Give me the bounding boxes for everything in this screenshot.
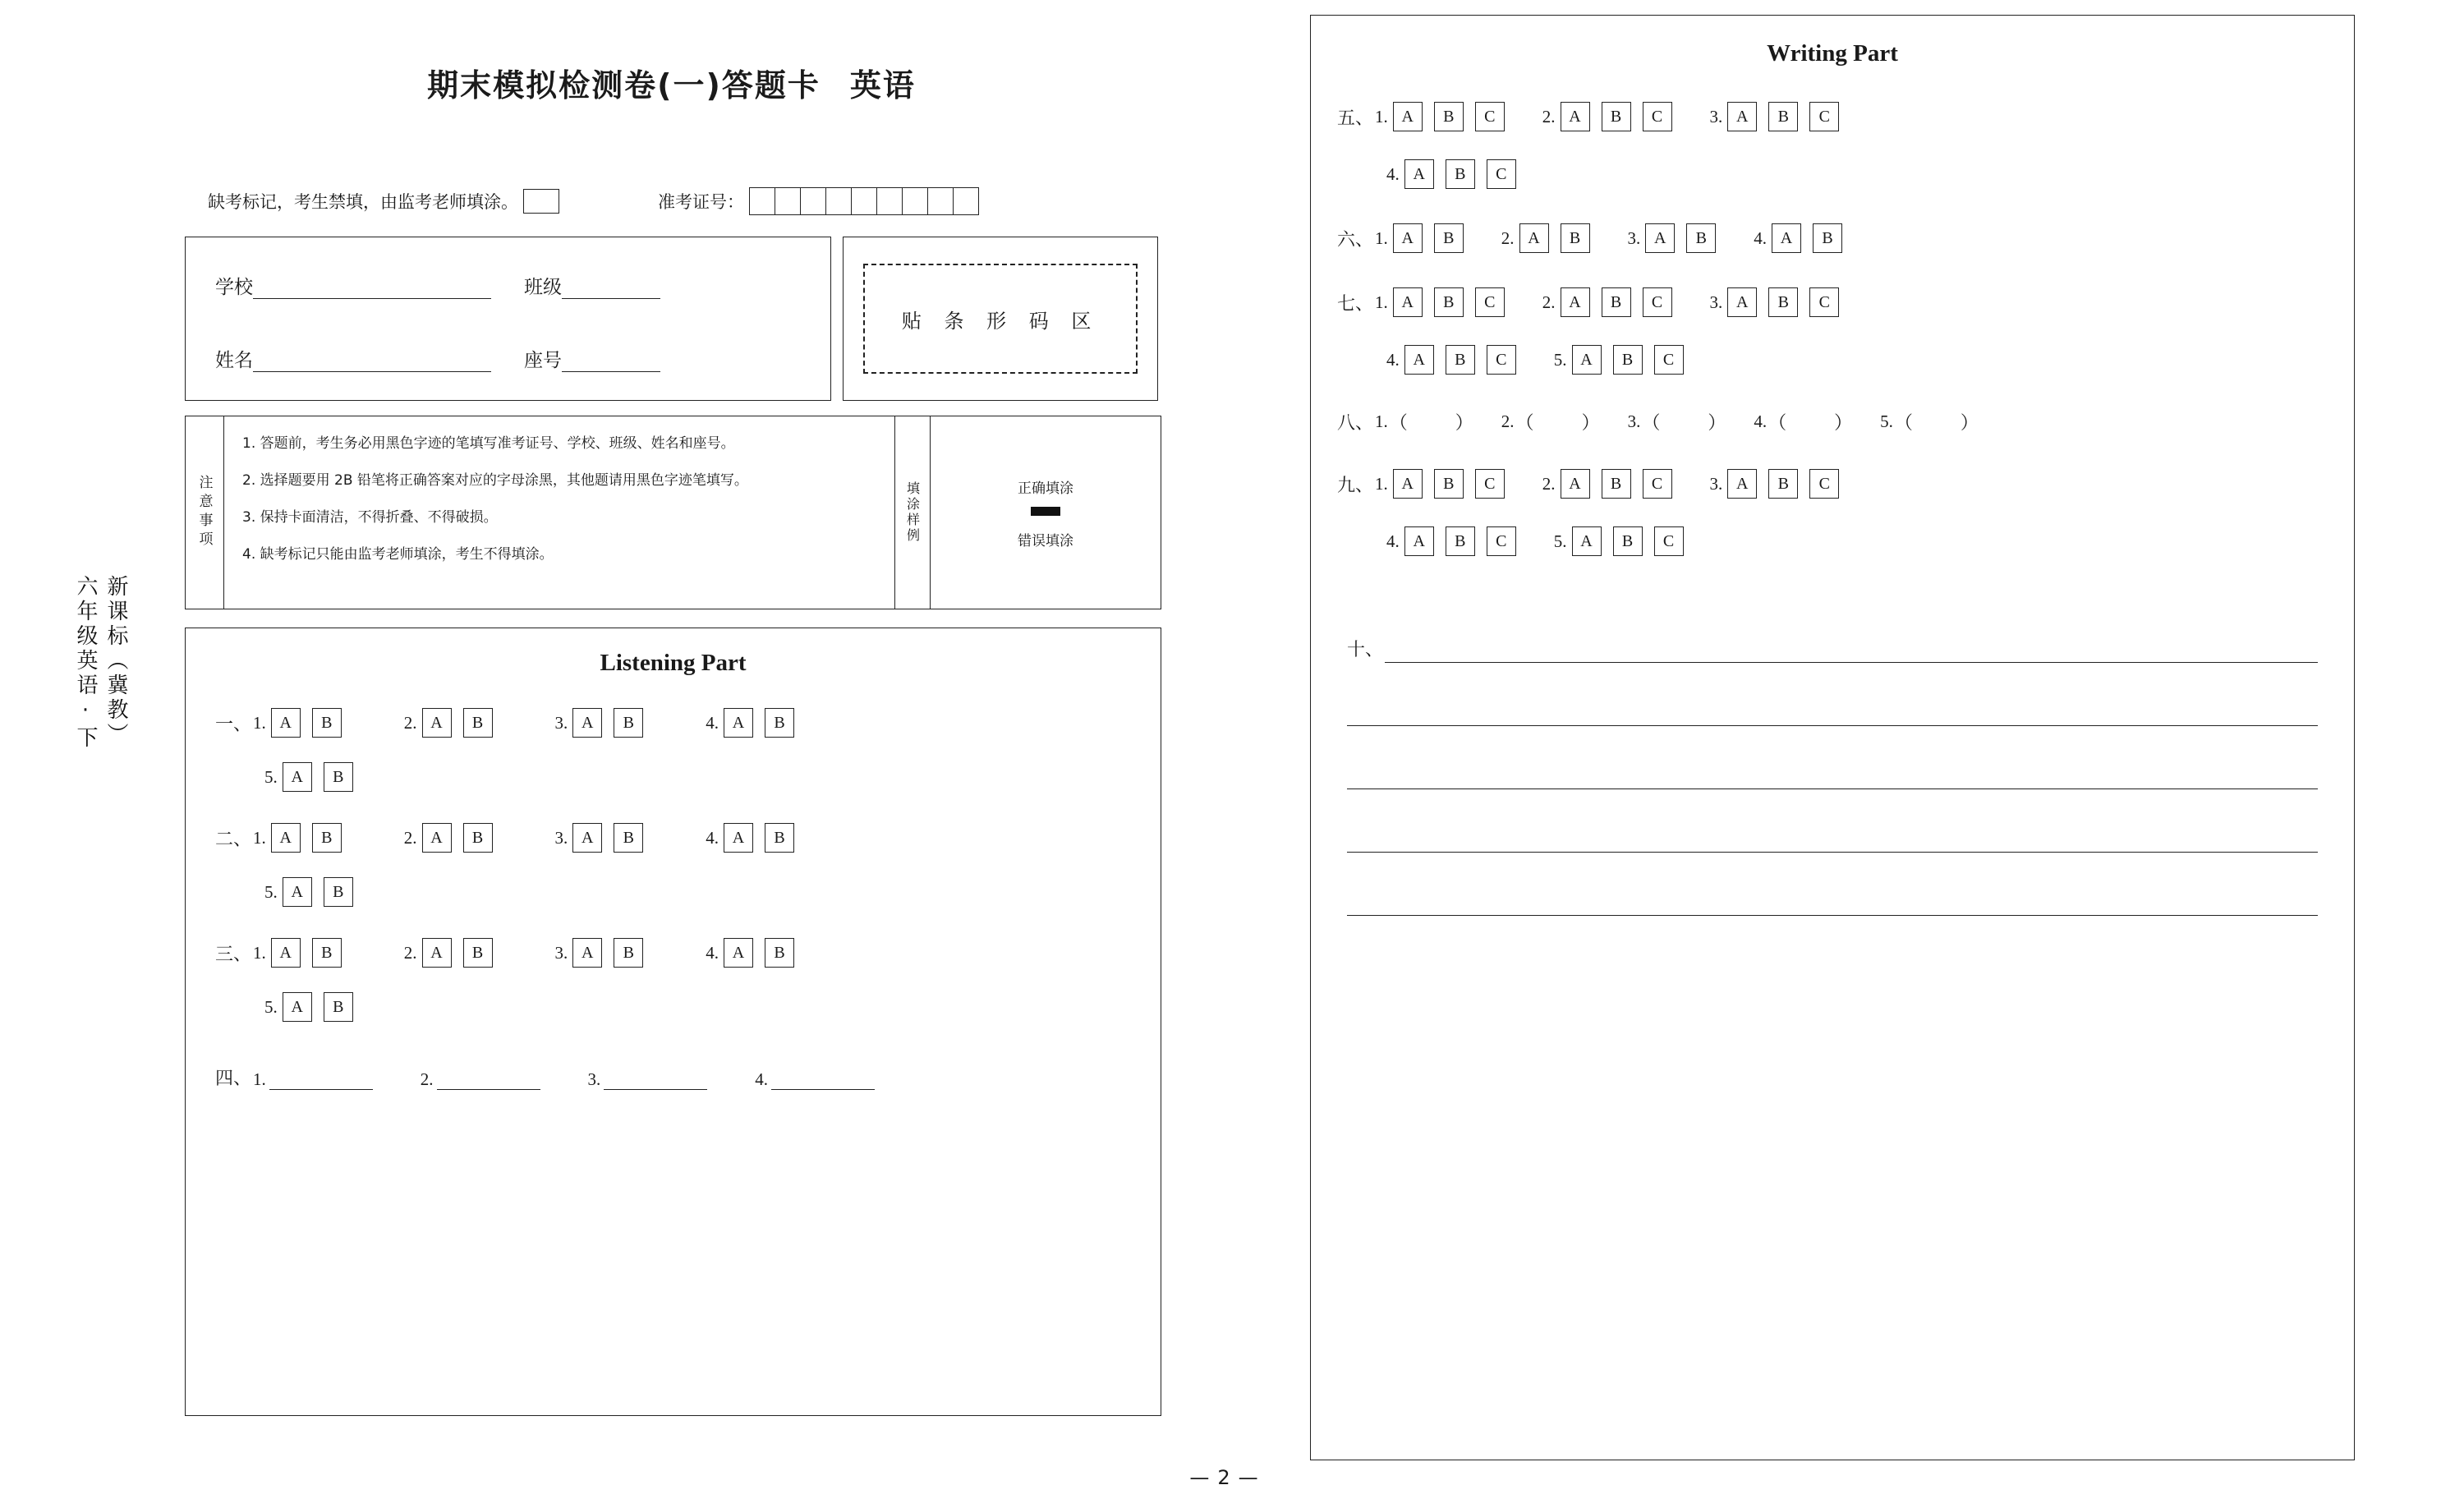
option-bubble[interactable]: C [1809,287,1839,317]
option-bubble[interactable]: A [1519,223,1549,253]
page-number: 2 [1217,1466,1230,1489]
option-bubble[interactable]: C [1475,102,1505,131]
listening-section-1-marker: 一、 [215,714,252,735]
question-item [1386,159,1516,189]
side-label-line2: 六年级英语·下 [73,575,98,751]
option-bubble[interactable]: A [1561,287,1590,317]
exam-number-cell[interactable] [903,188,928,214]
option-bubble[interactable]: A [1572,526,1602,556]
option-bubble[interactable]: A [724,938,753,968]
instructions-box [185,416,1161,609]
option-bubble[interactable]: C [1809,469,1839,499]
paren-item [1501,409,1600,434]
option-bubble[interactable]: A [1393,287,1423,317]
question-item [706,938,794,968]
option-bubble[interactable]: B [1434,223,1464,253]
exam-number-label: 准考证号： [658,192,744,212]
paren-close: ） [1581,413,1600,434]
writing-section-9-row-2 [1311,526,2354,556]
listening-section-4-marker: 四、 [215,1069,252,1089]
question-number: 4. [1386,163,1400,184]
listening-section-1-row-2 [186,762,1161,792]
option-bubble[interactable]: C [1487,526,1516,556]
option-bubble[interactable]: A [283,762,312,792]
option-bubble[interactable]: B [1602,102,1631,131]
listening-section-1-row-1 [186,708,1161,738]
option-bubble[interactable]: B [324,992,353,1022]
writing-section-5-marker: 五、 [1337,108,1374,129]
question-item [1710,102,1840,131]
paren-close: ） [1708,413,1726,434]
exam-number-cell[interactable] [801,188,826,214]
question-number: 5. [1553,531,1567,551]
instructions-list [224,416,895,609]
listening-section-4-row [186,1064,1161,1090]
listening-part-title: Listening Part [600,650,747,676]
writing-section-9-marker: 九、 [1337,475,1374,496]
fill-item [588,1069,708,1090]
exam-number-cells[interactable] [749,187,979,215]
option-bubble[interactable]: A [1393,102,1423,131]
exam-number-cell[interactable] [877,188,903,214]
question-item [1542,469,1672,499]
paren-open: （ [1768,413,1787,434]
option-bubble[interactable]: A [1645,223,1675,253]
option-bubble[interactable]: A [422,823,452,853]
option-bubble[interactable]: A [1393,469,1423,499]
listening-section-2-row-1 [186,823,1161,853]
question-item [253,823,342,853]
essay-writing-line[interactable] [1347,789,2318,853]
question-number: 2. [420,1069,434,1089]
essay-writing-line[interactable] [1347,726,2318,789]
instructions-side-title [186,416,224,609]
absent-note-label: 缺考标记，考生禁填，由监考老师填涂。 [208,192,518,212]
question-item [404,823,493,853]
option-bubble[interactable]: A [572,938,602,968]
class-label: 班级 [524,277,562,298]
paren-open: （ [1389,413,1408,434]
name-label: 姓名 [215,350,253,371]
exam-number-cell[interactable] [775,188,801,214]
fill-sample-body [931,416,1161,609]
option-bubble[interactable]: B [1561,223,1590,253]
option-bubble[interactable]: C [1654,526,1684,556]
paren-blank[interactable] [1390,409,1473,434]
paren-open: （ [1642,413,1661,434]
essay-section [1311,600,2354,916]
writing-section-7-row-2 [1311,345,2354,375]
seat-input[interactable] [562,371,660,372]
option-bubble[interactable]: B [463,708,493,738]
option-bubble[interactable]: C [1487,159,1516,189]
option-bubble[interactable]: A [271,708,301,738]
page-footer [1142,1466,1306,1489]
question-number: 3. [1709,473,1723,494]
writing-section-8-row [1311,409,2354,434]
paren-open: （ [1515,413,1534,434]
option-bubble[interactable]: A [283,992,312,1022]
question-item [1386,526,1516,556]
question-item [1554,526,1684,556]
writing-section-5-row-1 [1311,102,2354,131]
exam-number-group [658,187,979,215]
writing-section-5-row-2 [1311,159,2354,189]
question-item [1501,223,1590,253]
paren-item [1375,409,1473,434]
exam-number-cell[interactable] [852,188,877,214]
fill-sample-side-title [895,416,931,609]
correct-fill-mark [1031,507,1060,516]
question-number: 1. [1375,473,1388,494]
option-bubble[interactable]: A [1561,469,1590,499]
question-item [1375,287,1505,317]
fill-item [421,1069,540,1090]
option-bubble[interactable]: C [1809,102,1839,131]
essay-line-1 [1347,600,2318,663]
option-bubble[interactable]: B [463,823,493,853]
question-number: 5. [1553,349,1567,370]
option-bubble[interactable]: B [1602,287,1631,317]
option-bubble[interactable]: A [1393,223,1423,253]
paren-blank[interactable] [1768,409,1852,434]
question-number: 4. [755,1069,769,1089]
option-bubble[interactable]: A [572,708,602,738]
question-item [1710,287,1840,317]
question-number: 4. [706,942,719,963]
student-info-section [185,237,1158,401]
school-label: 学校 [215,277,253,298]
option-bubble[interactable]: A [271,823,301,853]
paren-item [1754,409,1852,434]
option-bubble[interactable]: A [422,708,452,738]
question-number: 2. [1542,106,1556,126]
question-number: 1. [253,1069,266,1089]
paren-item [1880,409,1979,434]
question-number: 4. [706,712,719,733]
option-bubble[interactable]: B [312,823,342,853]
question-number: 4. [706,827,719,848]
exam-number-cell[interactable] [826,188,852,214]
paren-blank[interactable] [1642,409,1726,434]
option-bubble[interactable]: B [614,823,643,853]
essay-writing-line[interactable] [1385,605,2318,663]
option-bubble[interactable]: A [1772,223,1801,253]
absent-and-exam-number-row [185,187,1158,215]
exam-number-cell[interactable] [954,188,978,214]
listening-section-3-row-1 [186,938,1161,968]
listening-section-2-marker: 二、 [215,829,252,850]
question-item [253,938,342,968]
answer-blank[interactable] [604,1071,707,1090]
question-number: 1. [253,942,266,963]
side-label-line1: 新课标（冀教） [103,575,128,747]
exam-number-cell[interactable] [928,188,954,214]
wrong-fill-label: 错误填涂 [1018,532,1073,549]
option-bubble[interactable]: A [422,938,452,968]
class-input[interactable] [562,298,660,299]
question-number: 2. [1501,411,1515,431]
option-bubble[interactable]: B [1446,345,1475,375]
question-number: 4. [1386,531,1400,551]
option-bubble[interactable]: B [324,762,353,792]
essay-writing-line[interactable] [1347,853,2318,916]
option-bubble[interactable]: B [1613,526,1643,556]
question-item [264,877,353,907]
option-bubble[interactable]: B [1813,223,1842,253]
writing-section-6-row-1 [1311,223,2354,253]
option-bubble[interactable]: A [1727,287,1757,317]
option-bubble[interactable]: A [724,708,753,738]
page-title-subject: 英语 [849,67,916,103]
option-bubble[interactable]: B [614,938,643,968]
listening-part-box [185,628,1161,1416]
absent-mark-box[interactable] [523,189,559,214]
question-number: 2. [1542,473,1556,494]
question-number: 1. [253,712,266,733]
question-item [555,823,644,853]
barcode-area [843,237,1158,401]
question-item [1554,345,1684,375]
question-number: 3. [1709,292,1723,312]
question-number: 3. [1709,106,1723,126]
question-item [1386,345,1516,375]
question-number: 3. [1627,411,1641,431]
option-bubble[interactable]: C [1475,287,1505,317]
writing-section-7-row-1 [1311,287,2354,317]
paren-close: ） [1455,413,1473,434]
option-bubble[interactable]: B [312,938,342,968]
option-bubble[interactable]: B [1768,469,1798,499]
question-number: 3. [554,712,568,733]
question-item [1754,223,1842,253]
question-number: 5. [1880,411,1893,431]
option-bubble[interactable]: A [1727,469,1757,499]
question-item [1375,469,1505,499]
writing-part-box [1310,15,2355,1460]
listening-section-3-marker: 三、 [215,944,252,965]
option-bubble[interactable]: B [1434,102,1464,131]
option-bubble[interactable]: A [1404,345,1434,375]
question-number: 3. [1627,228,1641,248]
option-bubble[interactable]: B [463,938,493,968]
instruction-item: 2. 选择题要用 2B 铅笔将正确答案对应的字母涂黑，其他题请用黑色字迹笔填写。 [242,471,748,489]
option-bubble[interactable]: B [1768,287,1798,317]
option-bubble[interactable]: B [765,938,794,968]
paren-close: ） [1960,413,1979,434]
page-title [185,60,1158,105]
option-bubble[interactable]: B [1446,526,1475,556]
paren-blank[interactable] [1895,409,1979,434]
question-number: 4. [1754,411,1768,431]
option-bubble[interactable]: B [614,708,643,738]
name-seat-line [215,345,830,372]
option-bubble[interactable]: A [283,877,312,907]
question-item [1375,102,1505,131]
question-number: 2. [403,712,417,733]
option-bubble[interactable]: B [1768,102,1798,131]
school-class-line [215,272,830,299]
option-bubble[interactable]: B [1613,345,1643,375]
name-input[interactable] [253,371,491,372]
question-number: 5. [264,996,278,1017]
question-item [1375,223,1464,253]
option-bubble[interactable]: A [271,938,301,968]
question-number: 3. [554,942,568,963]
option-bubble[interactable]: A [1404,526,1434,556]
option-bubble[interactable]: A [1404,159,1434,189]
question-item [253,708,342,738]
listening-section-3-row-2 [186,992,1161,1022]
school-input[interactable] [253,298,491,299]
option-bubble[interactable]: B [1602,469,1631,499]
question-number: 1. [1375,292,1388,312]
question-number: 2. [1501,228,1515,248]
question-item [1628,223,1717,253]
writing-part-title: Writing Part [1767,40,1898,67]
fill-item [253,1069,373,1090]
page-title-cn: 期末模拟检测卷(一)答题卡 [427,67,821,103]
paren-blank[interactable] [1516,409,1600,434]
writing-section-8-marker: 八、 [1337,413,1374,434]
question-number: 5. [264,881,278,902]
answer-blank[interactable] [771,1071,875,1090]
option-bubble[interactable]: B [765,823,794,853]
option-bubble[interactable]: B [324,877,353,907]
essay-writing-line[interactable] [1347,663,2318,726]
side-vertical-label [73,575,131,841]
question-number: 3. [587,1069,601,1089]
question-item [1542,102,1672,131]
answer-blank[interactable] [269,1071,373,1090]
option-bubble[interactable]: A [724,823,753,853]
option-bubble[interactable]: C [1643,287,1672,317]
question-number: 1. [253,827,266,848]
question-item [1542,287,1672,317]
exam-number-cell[interactable] [750,188,775,214]
writing-section-6-marker: 六、 [1337,229,1374,251]
question-item [404,938,493,968]
question-number: 2. [403,827,417,848]
option-bubble[interactable]: B [1446,159,1475,189]
option-bubble[interactable]: C [1475,469,1505,499]
question-item [706,823,794,853]
option-bubble[interactable]: A [1561,102,1590,131]
question-item [706,708,794,738]
question-item [555,708,644,738]
question-item [555,938,644,968]
instruction-item: 4. 缺考标记只能由监考老师填涂，考生不得填涂。 [242,545,554,563]
student-info-box [185,237,831,401]
paren-open: （ [1894,413,1913,434]
option-bubble[interactable]: A [1727,102,1757,131]
dash-right: — [1238,1466,1258,1489]
instruction-item: 1. 答题前，考生务必用黑色字迹的笔填写准考证号、学校、班级、姓名和座号。 [242,435,735,452]
answer-blank[interactable] [437,1071,540,1090]
paren-close: ） [1834,413,1853,434]
option-bubble[interactable]: A [1572,345,1602,375]
question-number: 2. [403,942,417,963]
paren-item [1628,409,1726,434]
question-number: 1. [1375,411,1388,431]
question-number: 4. [1386,349,1400,370]
dash-left: — [1189,1466,1210,1489]
fill-sample-side-title-text: 填涂样例 [904,481,921,544]
option-bubble[interactable]: B [1434,287,1464,317]
question-number: 2. [1542,292,1556,312]
question-number: 1. [1375,228,1388,248]
instruction-item: 3. 保持卡面清洁，不得折叠、不得破损。 [242,508,498,526]
instructions-side-title-text: 注意事项 [195,475,213,550]
writing-section-10-marker: 十、 [1347,640,1384,660]
listening-section-2-row-2 [186,877,1161,907]
option-bubble[interactable]: C [1654,345,1684,375]
left-column [185,15,1158,1485]
writing-section-9-row-1 [1311,469,2354,499]
writing-section-7-marker: 七、 [1337,293,1374,315]
barcode-placeholder: 贴 条 形 码 区 [863,264,1138,374]
option-bubble[interactable]: B [1686,223,1716,253]
question-number: 1. [1375,106,1388,126]
question-item [264,762,353,792]
option-bubble[interactable]: B [1434,469,1464,499]
correct-fill-label: 正确填涂 [1018,480,1073,497]
option-bubble[interactable]: A [572,823,602,853]
question-item [264,992,353,1022]
seat-label: 座号 [524,350,562,371]
question-number: 4. [1754,228,1768,248]
fill-item [755,1069,875,1090]
option-bubble[interactable]: B [765,708,794,738]
option-bubble[interactable]: C [1643,102,1672,131]
option-bubble[interactable]: B [312,708,342,738]
question-number: 5. [264,766,278,787]
question-number: 3. [554,827,568,848]
option-bubble[interactable]: C [1643,469,1672,499]
option-bubble[interactable]: C [1487,345,1516,375]
question-item [404,708,493,738]
question-item [1710,469,1840,499]
